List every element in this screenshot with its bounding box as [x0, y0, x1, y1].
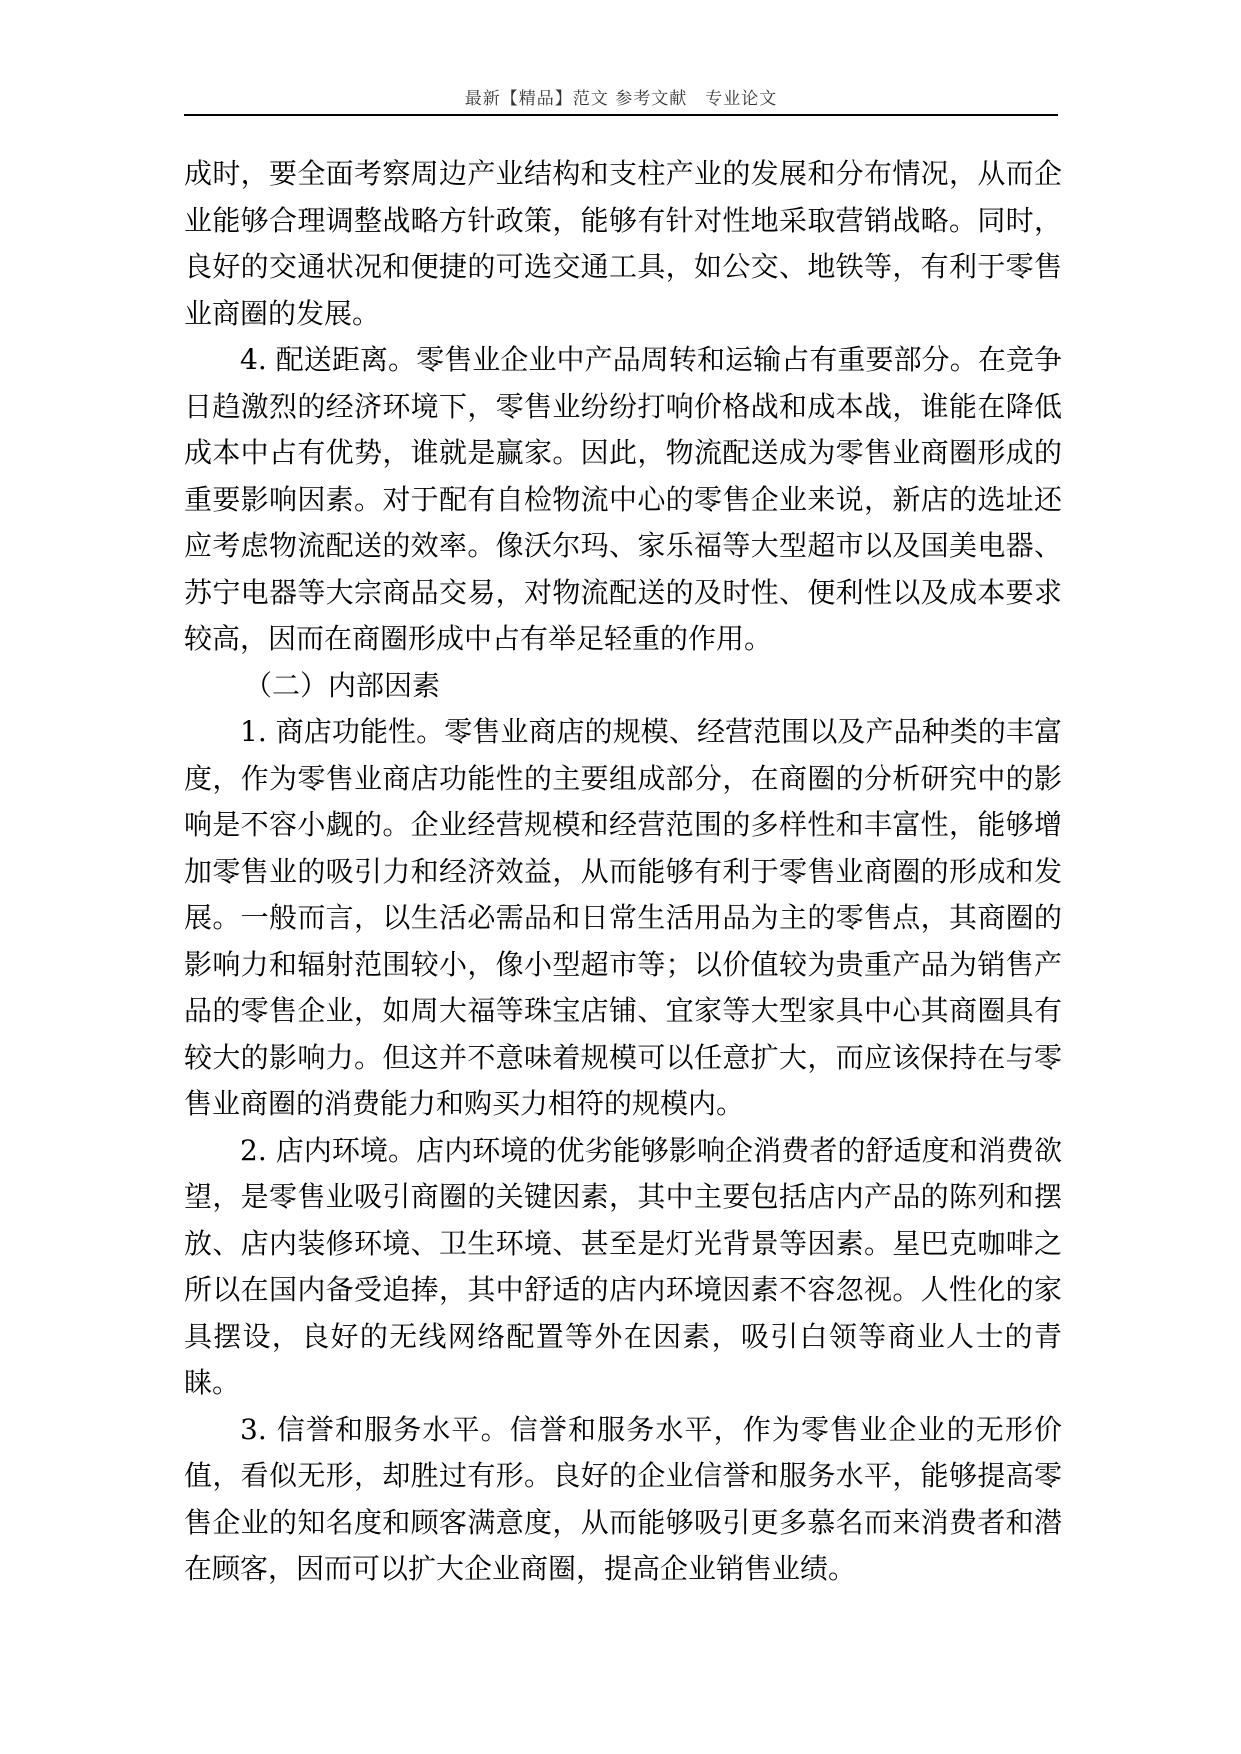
paragraph-store-functionality: 1. 商店功能性。零售业商店的规模、经营范围以及产品种类的丰富度，作为零售业商店功能性的主要组成部分，在商圈的分析研究中的影响是不容小觑的。企业经营规模和经营范围的多样性和丰富性，能够增加零售业的吸引力和经济效益，从而能够有利于零售业商圈的形成和发展。一般而言，以生活必需品和日常生活用品为主的零售点，其商圈的影响力和辐射范围较小，像小型超市等；以价值较为贵重产品为销售产品的零售企业，如周大福等珠宝店铺、宜家等大型家具中心其商圈具有较大的影响力。但这并不意味着规模可以任意扩大，而应该保持在与零售业商圈的消费能力和购买力相符的规模内。: [184, 715, 1062, 1120]
paragraph-store-environment: 2. 店内环境。店内环境的优劣能够影响企消费者的舒适度和消费欲望，是零售业吸引商圈的关键因素，其中主要包括店内产品的陈列和摆放、店内装修环境、卫生环境、甚至是灯光背景等因素。星巴克咖啡之所以在国内备受追捧，其中舒适的店内环境因素不容忽视。人性化的家具摆设，良好的无线网络配置等外在因素，吸引白领等商业人士的青睐。: [184, 1133, 1062, 1399]
header-divider: [184, 114, 1058, 116]
document-body: [184, 151, 1062, 1593]
paragraph-transport: 成时，要全面考察周边产业结构和支柱产业的发展和分布情况，从而企业能够合理调整战略方针政策，能够有针对性地采取营销战略。同时，良好的交通状况和便捷的可选交通工具，如公交、地铁等，有利于零售业商圈的发展。: [184, 157, 1062, 330]
page-header: 最新【精品】范文 参考文献 专业论文: [464, 89, 778, 109]
paragraph-reputation-service: 3. 信誉和服务水平。信誉和服务水平，作为零售业企业的无形价值，看似无形，却胜过有形。良好的企业信誉和服务水平，能够提高零售企业的知名度和顾客满意度，从而能够吸引更多慕名而来消费者和潜在顾客，因而可以扩大企业商圈，提高企业销售业绩。: [184, 1412, 1062, 1585]
section-heading-internal-factors: （二）内部因素: [244, 668, 441, 702]
paragraph-delivery-distance: 4. 配送距离。零售业企业中产品周转和运输占有重要部分。在竞争日趋激烈的经济环境下，零售业纷纷打响价格战和成本战，谁能在降低成本中占有优势，谁就是赢家。因此，物流配送成为零售业商圈形成的重要影响因素。对于配有自检物流中心的零售企业来说，新店的选址还应考虑物流配送的效率。像沃尔玛、家乐福等大型超市以及国美电器、苏宁电器等大宗商品交易，对物流配送的及时性、便利性以及成本要求较高，因而在商圈形成中占有举足轻重的作用。: [184, 343, 1062, 655]
